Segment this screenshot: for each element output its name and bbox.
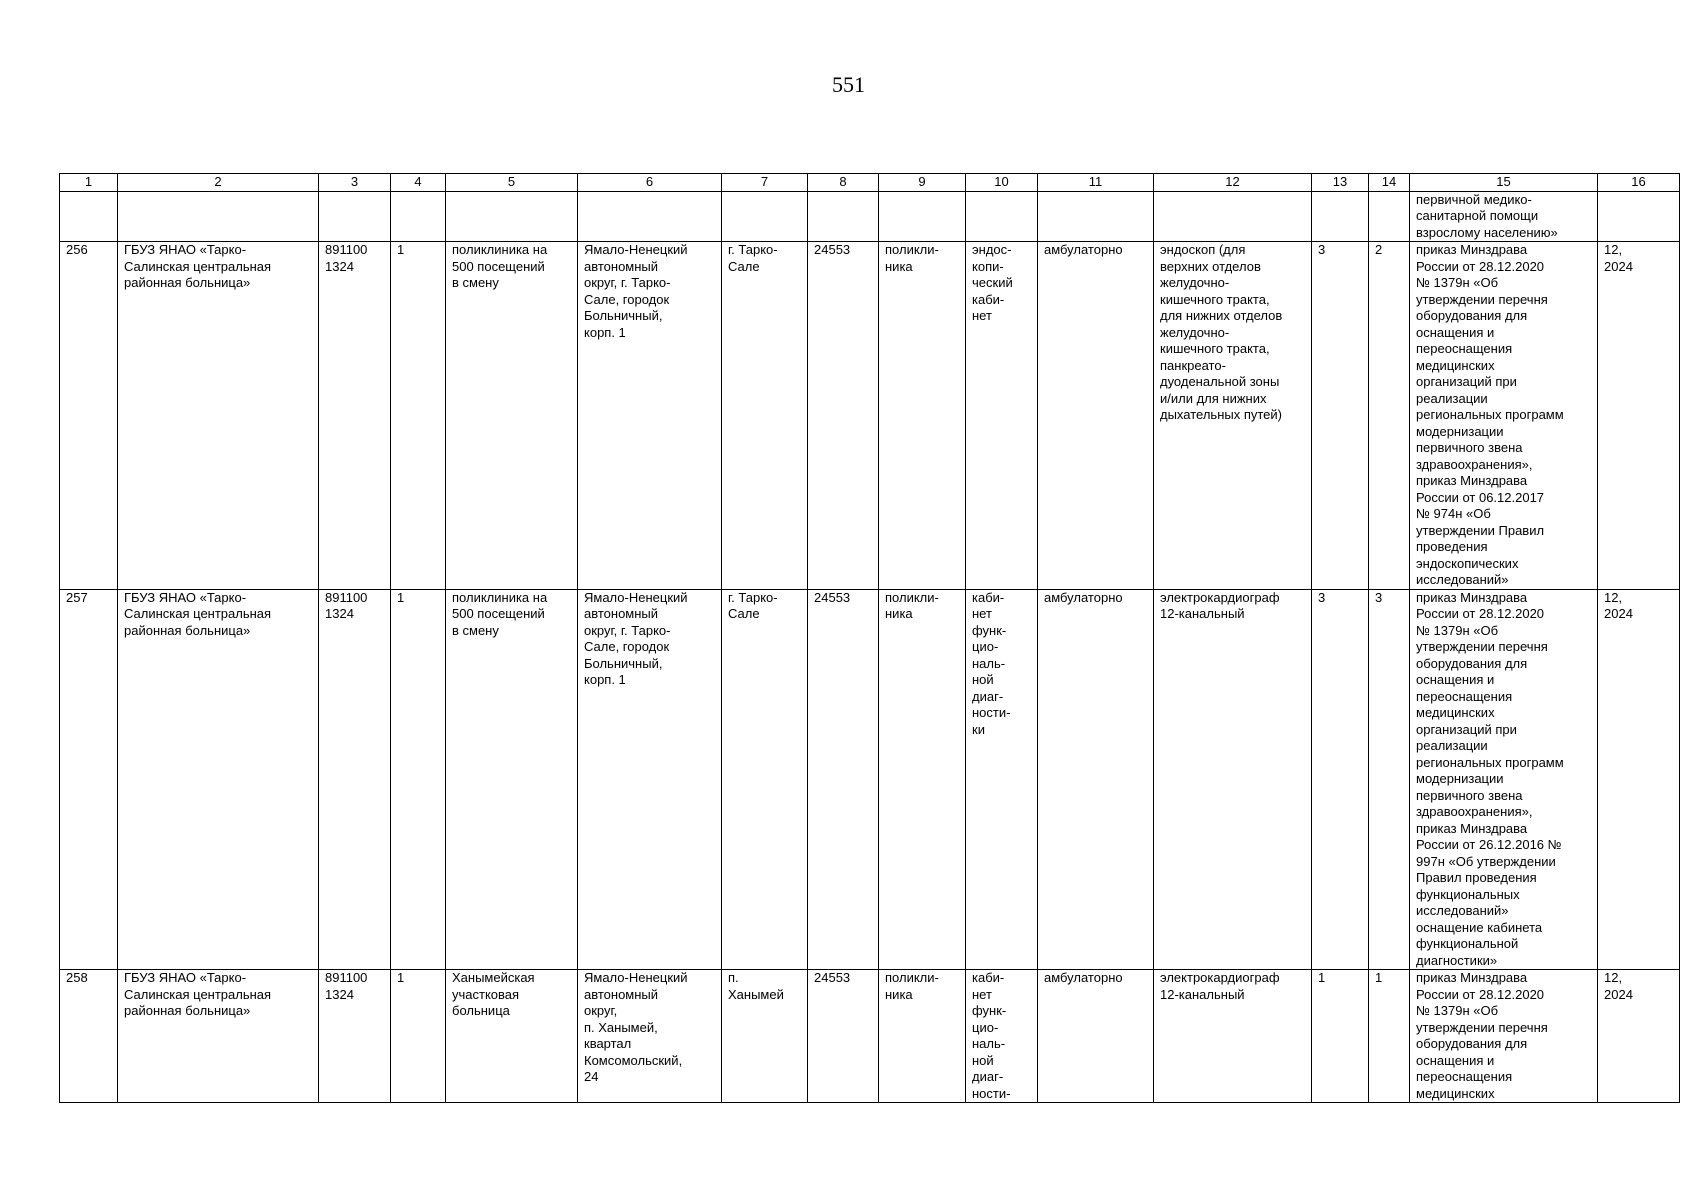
table-cell (1598, 191, 1680, 242)
table-cell: 1 (391, 970, 446, 1103)
table-cell: 1 (391, 589, 446, 970)
cabinet-type: каби- нет функ- цио- наль- ной диаг- ности- ки (966, 589, 1038, 970)
organization-name: ГБУЗ ЯНАО «Тарко- Салинская центральная районная больница» (118, 970, 319, 1103)
table-cell: 24553 (808, 589, 879, 970)
unit-type: поликли- ника (879, 242, 966, 590)
table-cell (1312, 191, 1369, 242)
column-header: 10 (966, 174, 1038, 192)
column-header: 12 (1154, 174, 1312, 192)
table-cell: 3 (1312, 589, 1369, 970)
row-number: 256 (60, 242, 118, 590)
settlement: г. Тарко- Сале (722, 589, 808, 970)
column-header: 5 (446, 174, 578, 192)
column-header: 13 (1312, 174, 1369, 192)
table-cell: 3 (1312, 242, 1369, 590)
organization-name: ГБУЗ ЯНАО «Тарко- Салинская центральная районная больница» (118, 242, 319, 590)
column-header: 11 (1038, 174, 1154, 192)
table-cell (446, 191, 578, 242)
care-condition: амбулаторно (1038, 970, 1154, 1103)
legal-basis-cell: первичной медико- санитарной помощи взрослому населению» (1410, 191, 1598, 242)
column-header: 14 (1369, 174, 1410, 192)
organization-code: 891100 1324 (319, 589, 391, 970)
cabinet-type: каби- нет функ- цио- наль- ной диаг- ности- (966, 970, 1038, 1103)
table-row (60, 242, 1680, 590)
column-header: 1 (60, 174, 118, 192)
care-condition: амбулаторно (1038, 589, 1154, 970)
table-cell: 12, 2024 (1598, 242, 1680, 590)
table-cell (722, 191, 808, 242)
organization-name: ГБУЗ ЯНАО «Тарко- Салинская центральная районная больница» (118, 589, 319, 970)
column-header: 8 (808, 174, 879, 192)
table-cell (118, 191, 319, 242)
unit-type: поликли- ника (879, 589, 966, 970)
table-cell: 1 (391, 242, 446, 590)
care-condition: амбулаторно (1038, 242, 1154, 590)
table-cell: 3 (1369, 589, 1410, 970)
unit-type: поликли- ника (879, 970, 966, 1103)
legal-basis-cell: приказ Минздрава России от 28.12.2020 № 1379н «Об утверждении перечня оборудования для оснащения и переоснащения медицинских (1410, 970, 1598, 1103)
legal-basis-cell: приказ Минздрава России от 28.12.2020 № 1379н «Об утверждении перечня оборудования для оснащения и переоснащения медицинских организаций при реализации региональных программ модернизации первичного звена здравоохранения», приказ Минздрава России от 06.12.2017 № 974н «Об утверждении Правил проведения эндоскопических исследований» (1410, 242, 1598, 590)
table-row (60, 970, 1680, 1103)
table-cell (966, 191, 1038, 242)
table-cell (879, 191, 966, 242)
equipment-name: электрокардиограф 12-канальный (1154, 970, 1312, 1103)
facility-address: Ямало-Ненецкий автономный округ, п. Ханымей, квартал Комсомольский, 24 (578, 970, 722, 1103)
settlement: п. Ханымей (722, 970, 808, 1103)
table-cell (1154, 191, 1312, 242)
table-cell: 1 (1312, 970, 1369, 1103)
column-header: 3 (319, 174, 391, 192)
row-number: 258 (60, 970, 118, 1103)
facility-name: поликлиника на 500 посещений в смену (446, 242, 578, 590)
equipment-name: электрокардиограф 12-канальный (1154, 589, 1312, 970)
organization-code: 891100 1324 (319, 970, 391, 1103)
table-row (60, 589, 1680, 970)
column-header: 9 (879, 174, 966, 192)
page-number: 551 (832, 72, 865, 97)
column-header: 4 (391, 174, 446, 192)
table-cell (578, 191, 722, 242)
column-header: 2 (118, 174, 319, 192)
equipment-name: эндоскоп (для верхних отделов желудочно- кишечного тракта, для нижних отделов желудочно- кишечного тракта, панкреато- дуоденальной зоны и/или для нижних дыхательных путей) (1154, 242, 1312, 590)
table-cell: 12, 2024 (1598, 970, 1680, 1103)
table-cell (391, 191, 446, 242)
column-header: 7 (722, 174, 808, 192)
column-number-row (60, 174, 1680, 192)
table-cell: 1 (1369, 970, 1410, 1103)
facility-name: поликлиника на 500 посещений в смену (446, 589, 578, 970)
table-cell: 24553 (808, 970, 879, 1103)
facility-name: Ханымейская участковая больница (446, 970, 578, 1103)
table-cell (1369, 191, 1410, 242)
column-header: 6 (578, 174, 722, 192)
facility-address: Ямало-Ненецкий автономный округ, г. Тарко- Сале, городок Больничный, корп. 1 (578, 242, 722, 590)
cabinet-type: эндос- копи- ческий каби- нет (966, 242, 1038, 590)
table-row-continuation (60, 191, 1680, 242)
organization-code: 891100 1324 (319, 242, 391, 590)
table-cell: 12, 2024 (1598, 589, 1680, 970)
column-header: 16 (1598, 174, 1680, 192)
column-header: 15 (1410, 174, 1598, 192)
table-cell (319, 191, 391, 242)
table-cell (60, 191, 118, 242)
settlement: г. Тарко- Сале (722, 242, 808, 590)
legal-basis-cell: приказ Минздрава России от 28.12.2020 № 1379н «Об утверждении перечня оборудования для оснащения и переоснащения медицинских организаций при реализации региональных программ модернизации первичного звена здравоохранения», приказ Минздрава России от 26.12.2016 № 997н «Об утверждении Правил проведения функциональных исследований» оснащение кабинета функциональной диагностики» (1410, 589, 1598, 970)
table-cell: 2 (1369, 242, 1410, 590)
facility-address: Ямало-Ненецкий автономный округ, г. Тарко- Сале, городок Больничный, корп. 1 (578, 589, 722, 970)
table-cell (1038, 191, 1154, 242)
table-cell: 24553 (808, 242, 879, 590)
equipment-table (59, 173, 1680, 1103)
table-cell (808, 191, 879, 242)
row-number: 257 (60, 589, 118, 970)
